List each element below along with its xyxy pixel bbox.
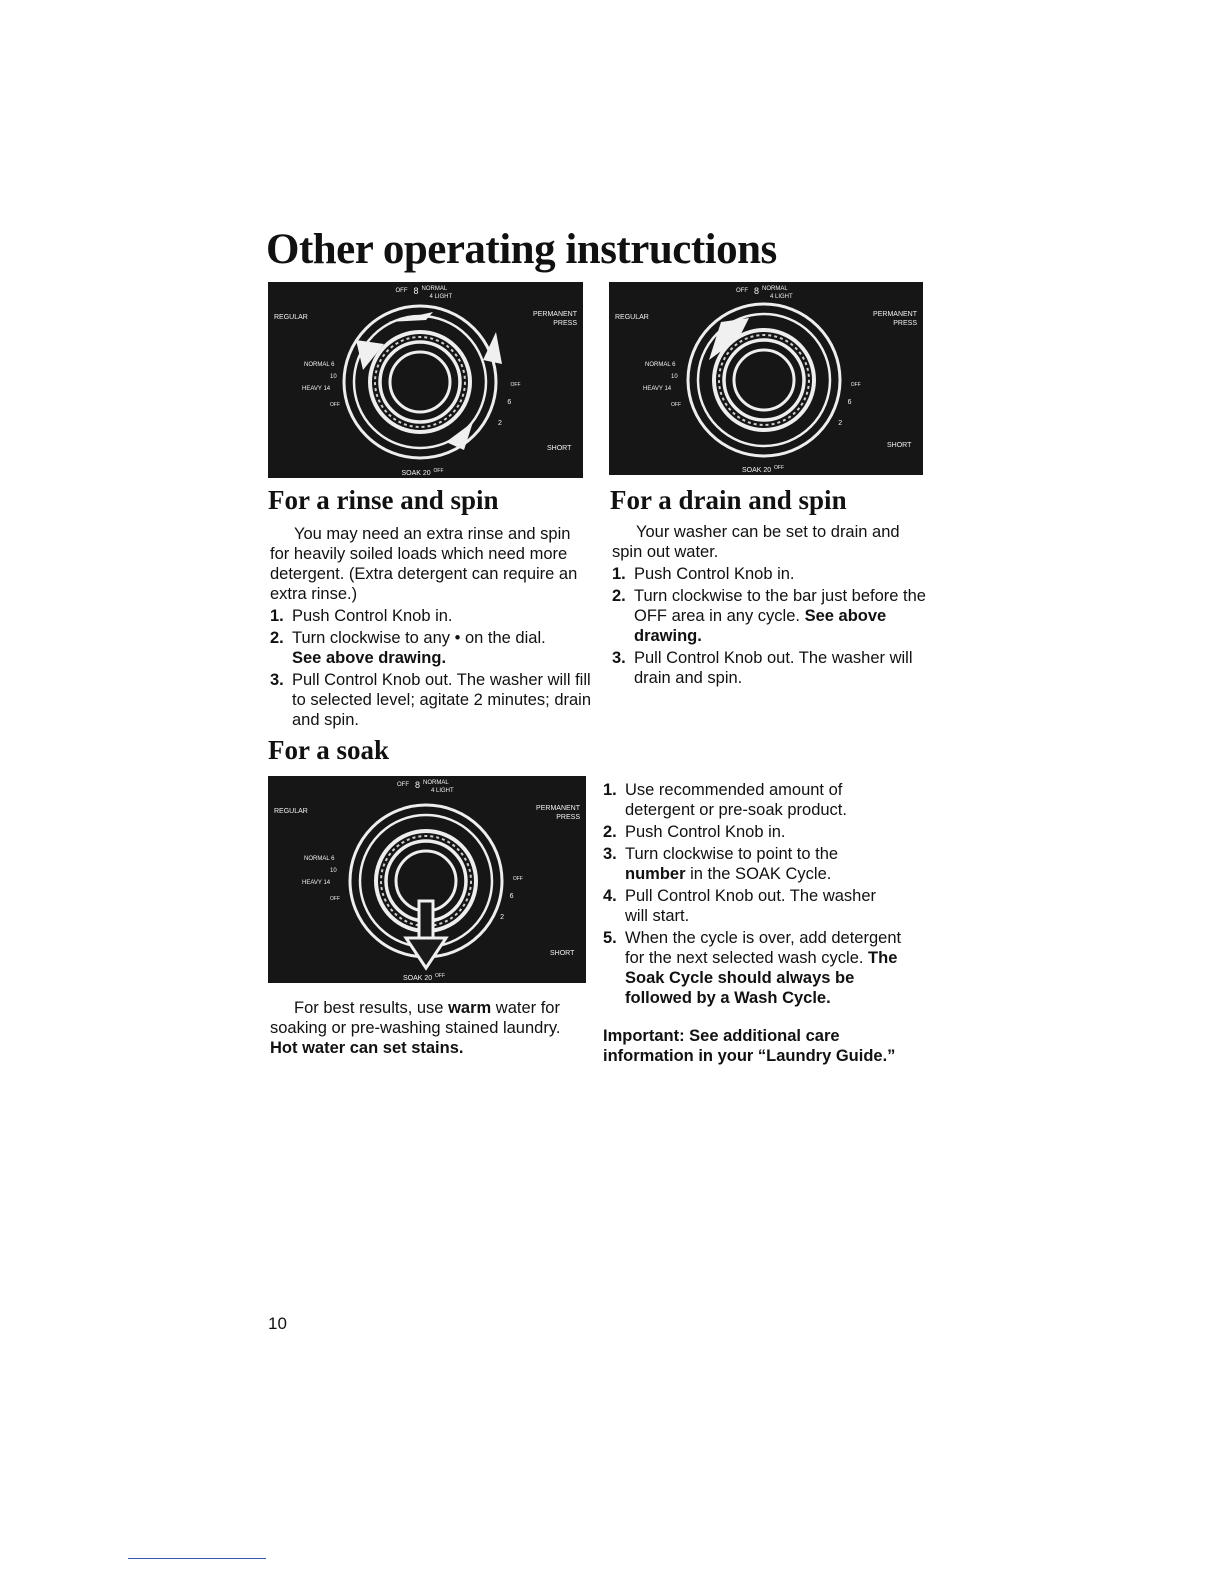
soak-caption: For best results, use warm water for soaking or pre-washing stained laundry. Hot water can set stains. bbox=[270, 999, 561, 1057]
dial-drawing bbox=[268, 776, 586, 983]
drain-intro: Your washer can be set to drain and spin out water. bbox=[612, 523, 900, 561]
dial-label-normal: NORMAL bbox=[421, 286, 448, 292]
drain-steps bbox=[612, 564, 932, 688]
dial-label-10: 10 bbox=[330, 374, 337, 380]
dial-label-off-4: OFF bbox=[435, 973, 445, 979]
soak-steps bbox=[603, 780, 903, 1008]
dial-label-light: 4 LIGHT bbox=[431, 788, 454, 794]
dial-label-off: OFF bbox=[736, 288, 748, 294]
dial-label-soak-20: SOAK 20 bbox=[403, 975, 433, 982]
down-arrow-icon bbox=[406, 901, 446, 968]
dial-label-10: 10 bbox=[330, 868, 337, 874]
dial-label-6: 6 bbox=[509, 893, 514, 900]
dial-label-6: 6 bbox=[847, 399, 852, 406]
dial-label-soak-20: SOAK 20 bbox=[742, 467, 772, 474]
dial-label-short: SHORT bbox=[547, 445, 572, 452]
list-item: 5. When the cycle is over, add detergent for the next selected wash cycle. The Soak Cycle should always be followed by a Wash Cycle. bbox=[603, 929, 902, 1007]
arrow-icons bbox=[709, 318, 749, 360]
drain-heading: For a drain and spin bbox=[610, 485, 847, 515]
dial-label-off-3: OFF bbox=[510, 382, 521, 388]
dial-label-off: OFF bbox=[397, 782, 409, 788]
dial-label-off-3: OFF bbox=[512, 876, 523, 882]
drain-section bbox=[612, 522, 932, 688]
dial-label-off-4: OFF bbox=[774, 465, 784, 471]
dial-label-off: OFF bbox=[395, 288, 408, 294]
dial-label-normal-6: NORMAL 6 bbox=[304, 856, 335, 862]
rinse-section bbox=[270, 524, 592, 730]
control-knob bbox=[344, 306, 496, 458]
dial-label-heavy-14: HEAVY 14 bbox=[643, 386, 672, 392]
dial-label-heavy-14: HEAVY 14 bbox=[302, 386, 331, 392]
dial-label-off-3: OFF bbox=[850, 382, 861, 388]
dial-label-press: PRESS bbox=[553, 320, 577, 327]
list-item: 3. Turn clockwise to point to the number in the SOAK Cycle. bbox=[603, 845, 839, 883]
dial-label-8: 8 bbox=[415, 780, 421, 790]
list-item: 4. Pull Control Knob out. The washer will start. bbox=[603, 887, 877, 925]
list-item: 1. Push Control Knob in. bbox=[612, 565, 795, 583]
soak-section bbox=[603, 778, 903, 1066]
dial-label-permanent: PERMANENT bbox=[873, 311, 917, 318]
dial-label-normal-6: NORMAL 6 bbox=[304, 362, 335, 368]
dial-label-heavy-14: HEAVY 14 bbox=[302, 880, 331, 886]
list-item: 3. Pull Control Knob out. The washer will drain and spin. bbox=[612, 649, 913, 687]
dial-label-2: 2 bbox=[500, 914, 505, 921]
dial-drawing bbox=[609, 282, 923, 475]
list-item: 3. Pull Control Knob out. The washer will fill to selected level; agitate 2 minutes; drain and spin. bbox=[270, 671, 592, 729]
dial-label-short: SHORT bbox=[887, 442, 912, 449]
dial-label-2: 2 bbox=[497, 420, 502, 427]
dial-label-2: 2 bbox=[838, 420, 843, 427]
dial-label-regular: REGULAR bbox=[274, 808, 308, 815]
control-knob bbox=[688, 304, 843, 456]
rinse-heading: For a rinse and spin bbox=[268, 485, 499, 515]
dial-label-off-2: OFF bbox=[330, 896, 340, 902]
dial-label-off-2: OFF bbox=[671, 402, 681, 408]
dial-label-permanent: PERMANENT bbox=[533, 311, 577, 318]
dial-label-soak-20: SOAK 20 bbox=[401, 470, 431, 477]
dial-label-10: 10 bbox=[671, 374, 678, 380]
dial-label-regular: REGULAR bbox=[615, 314, 649, 321]
dial-label-short: SHORT bbox=[550, 950, 575, 957]
dial-illustration-drain bbox=[609, 282, 923, 475]
dial-label-permanent: PERMANENT bbox=[536, 805, 580, 812]
soak-heading: For a soak bbox=[268, 735, 390, 765]
dial-label-off-2: OFF bbox=[330, 402, 340, 408]
list-item: 2. Turn clockwise to the bar just before the OFF area in any cycle. See above drawing. bbox=[612, 587, 926, 645]
page-title: Other operating instructions bbox=[266, 226, 777, 273]
dial-label-off-4: OFF bbox=[433, 468, 444, 474]
dial-label-8: 8 bbox=[413, 286, 419, 296]
dial-label-press: PRESS bbox=[893, 320, 917, 327]
footer-rule bbox=[128, 1558, 266, 1559]
rinse-steps bbox=[270, 606, 592, 730]
list-item: 2. Push Control Knob in. bbox=[603, 823, 786, 841]
dial-label-light: 4 LIGHT bbox=[429, 294, 453, 300]
list-item: 1. Use recommended amount of detergent or pre-soak product. bbox=[603, 781, 847, 819]
dial-label-press: PRESS bbox=[556, 814, 580, 821]
dial-label-6: 6 bbox=[507, 399, 512, 406]
dial-label-normal: NORMAL bbox=[762, 286, 788, 292]
important-note: Important: See additional care information in your “Laundry Guide.” bbox=[603, 1027, 896, 1065]
dial-illustration-soak bbox=[268, 776, 586, 983]
dial-illustration-rinse bbox=[268, 282, 583, 478]
dial-label-light: 4 LIGHT bbox=[770, 294, 793, 300]
dial-label-normal-6: NORMAL 6 bbox=[645, 362, 676, 368]
rinse-intro: You may need an extra rinse and spin for heavily soiled loads which need more detergent. (Extra detergent can require an extra rinse.) bbox=[270, 525, 578, 603]
list-item: 2. Turn clockwise to any • on the dial. See above drawing. bbox=[270, 629, 546, 667]
dial-label-regular: REGULAR bbox=[274, 314, 308, 321]
dial-label-normal: NORMAL bbox=[423, 780, 449, 786]
list-item: 1. Push Control Knob in. bbox=[270, 607, 453, 625]
page-number: 10 bbox=[268, 1314, 287, 1333]
dial-drawing bbox=[268, 282, 583, 478]
dial-label-8: 8 bbox=[754, 286, 760, 296]
